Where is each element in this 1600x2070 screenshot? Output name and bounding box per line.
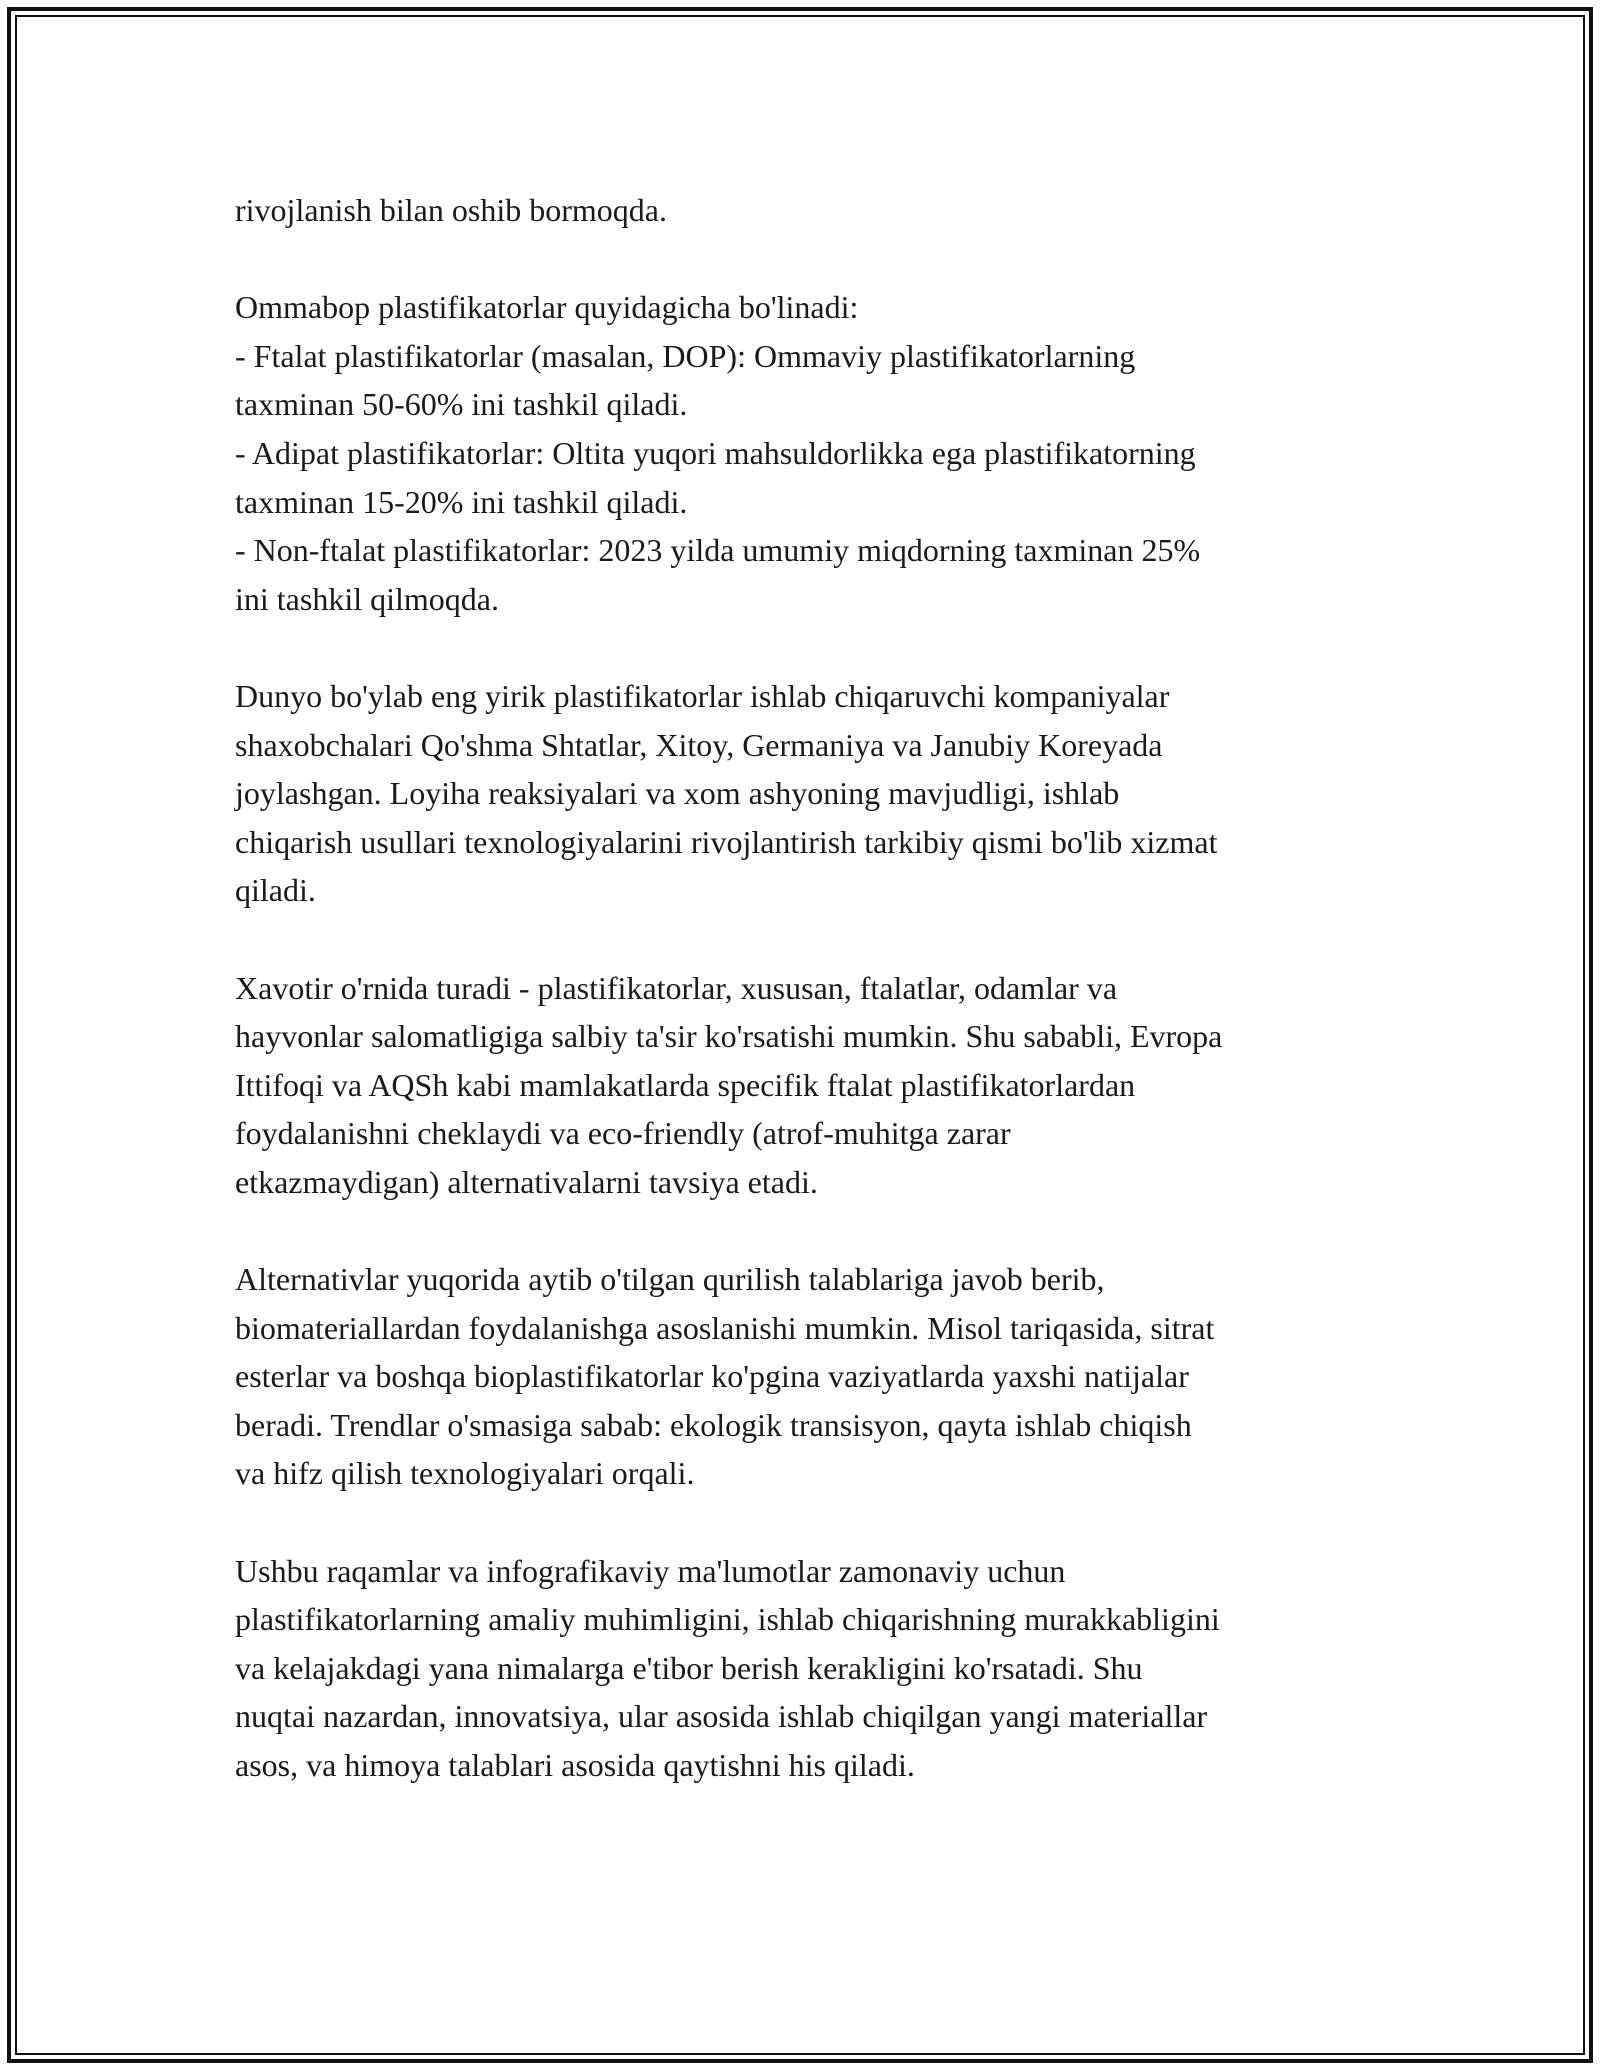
list-item-adipate: - Adipat plastifikatorlar: Oltita yuqori mahsuldorlikka ega plastifikatorning bbox=[235, 434, 1196, 471]
list-item-phthalate: - Ftalat plastifikatorlar (masalan, DOP): Ommaviy plastifikatorlarning bbox=[235, 337, 1136, 374]
list-item-non-phthalate: - Non-ftalat plastifikatorlar: 2023 yilda umumiy miqdorning taxminan 25% bbox=[235, 532, 1201, 569]
text-line: va kelajakdagi yana nimalarga e'tibor berish kerakligini ko'rsatadi. Shu bbox=[235, 1649, 1143, 1686]
paragraph-health-concerns bbox=[235, 964, 1375, 1207]
text-line: shaxobchalari Qo'shma Shtatlar, Xitoy, Germaniya va Janubiy Koreyada bbox=[235, 726, 1163, 763]
text-line: asos, va himoya talablari asosida qaytishni his qiladi. bbox=[235, 1747, 915, 1783]
text-line: taxminan 15-20% ini tashkil qiladi. bbox=[235, 483, 688, 520]
text-line: qiladi. bbox=[235, 872, 316, 909]
text-line: va hifz qilish texnologiyalari orqali. bbox=[235, 1455, 695, 1492]
text-line: Ittifoqi va AQSh kabi mamlakatlarda specifik ftalat plastifikatorlardan bbox=[235, 1066, 1136, 1103]
text-line: joylashgan. Loyiha reaksiyalari va xom ashyoning mavjudligi, ishlab bbox=[235, 775, 1120, 812]
text-line: Dunyo bo'ylab eng yirik plastifikatorlar ishlab chiqaruvchi kompaniyalar bbox=[235, 677, 1170, 714]
text-line: foydalanishni cheklaydi va eco-friendly (atrof-muhitga zarar bbox=[235, 1115, 1011, 1152]
text-line: taxminan 50-60% ini tashkil qiladi. bbox=[235, 386, 688, 423]
text-line: biomateriallardan foydalanishga asoslanishi mumkin. Misol tariqasida, sitrat bbox=[235, 1309, 1215, 1346]
text-line: rivojlanish bilan oshib bormoqda. bbox=[235, 192, 667, 228]
text-line: etkazmaydigan) alternativalarni tavsiya etadi. bbox=[235, 1163, 818, 1200]
document-body bbox=[235, 186, 1375, 1838]
paragraph-manufacturers bbox=[235, 672, 1375, 915]
text-line: ini tashkil qilmoqda. bbox=[235, 580, 499, 617]
text-line: hayvonlar salomatligiga salbiy ta'sir ko'rsatishi mumkin. Shu sababli, Evropa bbox=[235, 1018, 1223, 1055]
text-line: beradi. Trendlar o'smasiga sabab: ekologik transisyon, qayta ishlab chiqish bbox=[235, 1406, 1192, 1443]
text-line: Alternativlar yuqorida aytib o'tilgan qurilish talablariga javob berib, bbox=[235, 1261, 1105, 1298]
paragraph-conclusion bbox=[235, 1547, 1375, 1790]
text-line: nuqtai nazardan, innovatsiya, ular asosida ishlab chiqilgan yangi materiallar bbox=[235, 1698, 1208, 1735]
paragraph-intro-continuation bbox=[235, 186, 1375, 235]
text-line: chiqarish usullari texnologiyalarini rivojlantirish tarkibiy qismi bo'lib xizmat bbox=[235, 823, 1218, 860]
text-line: Xavotir o'rnida turadi - plastifikatorlar, xususan, ftalatlar, odamlar va bbox=[235, 969, 1118, 1006]
paragraph-alternatives bbox=[235, 1255, 1375, 1498]
text-line: plastifikatorlarning amaliy muhimligini, ishlab chiqarishning murakkabligini bbox=[235, 1601, 1220, 1638]
paragraph-plasticizer-types bbox=[235, 283, 1375, 623]
text-line: Ommabop plastifikatorlar quyidagicha bo'linadi: bbox=[235, 289, 859, 326]
text-line: Ushbu raqamlar va infografikaviy ma'lumotlar zamonaviy uchun bbox=[235, 1552, 1066, 1589]
text-line: esterlar va boshqa bioplastifikatorlar ko'pgina vaziyatlarda yaxshi natijalar bbox=[235, 1358, 1189, 1395]
